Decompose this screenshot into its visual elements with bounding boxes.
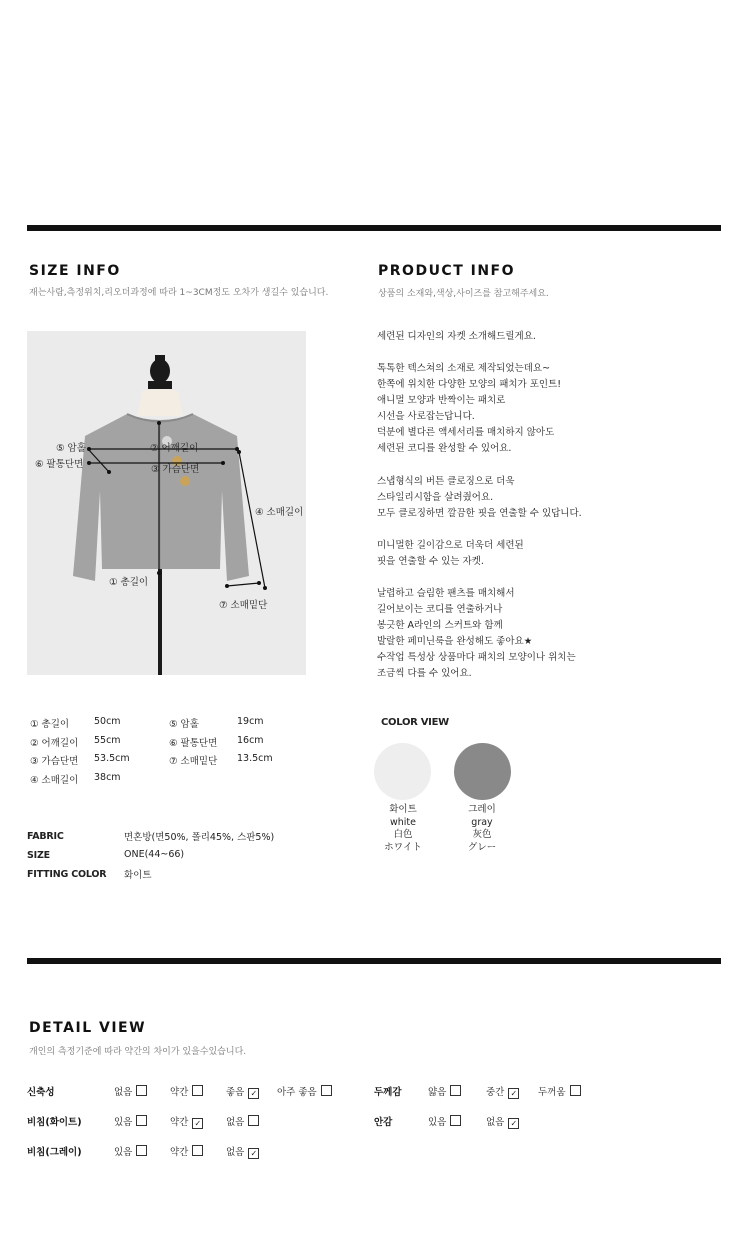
label-armhole: ⑤ 암홀 <box>56 443 86 454</box>
detail-option: 없음 ✓ <box>226 1144 259 1159</box>
description-line: 스냅형식의 버튼 클로징으로 더욱 <box>377 476 515 487</box>
detail-option: 있음 <box>428 1114 461 1128</box>
description-line: 조금씩 다를 수 있어요. <box>377 668 472 679</box>
detail-key-thickness: 두께감 <box>374 1087 402 1098</box>
detail-option: 없음 <box>226 1114 259 1128</box>
detail-option: 없음 ✓ <box>486 1114 519 1129</box>
spec-value: 53.5cm <box>94 753 130 764</box>
spec-value: 13.5cm <box>237 753 273 764</box>
detail-view-title: DETAIL VIEW <box>29 1020 147 1036</box>
detail-option: 약간 ✓ <box>170 1114 203 1129</box>
description-line: 날렵하고 슬림한 팬츠를 매치해서 <box>377 588 515 599</box>
description-line: 발랄한 페미닌룩을 완성해도 좋아요★ <box>377 636 533 647</box>
checkbox <box>248 1115 259 1126</box>
checkbox-checked: ✓ <box>508 1118 519 1129</box>
description-line: 길어보이는 코디를 연출하거나 <box>377 604 503 615</box>
description-line: 모두 클로징하면 깔끔한 핏을 연출할 수 있답니다. <box>377 508 582 519</box>
detail-option: 있음 <box>114 1114 147 1128</box>
spec-value: 16cm <box>237 735 264 746</box>
checkbox <box>136 1085 147 1096</box>
detail-option: 있음 <box>114 1144 147 1158</box>
checkbox-checked: ✓ <box>248 1148 259 1159</box>
product-info-subtitle: 상품의 소재와,색상,사이즈를 참고해주세요. <box>378 289 549 299</box>
label-chest: ③ 가슴단면 <box>151 464 200 475</box>
spec-label: ⑤ 암홀 <box>169 719 199 730</box>
detail-key-stretch: 신축성 <box>27 1087 55 1098</box>
detail-key-sheer-gray: 비침(그레이) <box>27 1147 82 1158</box>
detail-option: 약간 <box>170 1084 203 1098</box>
description-line: 세련된 코디를 완성할 수 있어요. <box>377 443 512 454</box>
product-photo <box>27 331 306 675</box>
label-upper-arm: ⑥ 팔통단면 <box>35 459 84 470</box>
detail-option: 중간 ✓ <box>486 1084 519 1099</box>
size-info-subtitle: 재는사람,측정위치,리오더과정에 따라 1~3CM정도 오차가 생길수 있습니다. <box>29 288 329 298</box>
description-line: 봉긋한 A라인의 스커트와 함께 <box>377 620 503 631</box>
spec-label: ① 총길이 <box>30 719 70 730</box>
detail-option: 두꺼움 <box>538 1084 581 1098</box>
description-line: 한쪽에 위치한 다양한 모양의 패치가 포인트! <box>377 379 562 390</box>
label-length: ① 총길이 <box>109 577 149 588</box>
checkbox <box>321 1085 332 1096</box>
color-view-title: COLOR VIEW <box>381 717 449 728</box>
section-divider <box>27 225 721 231</box>
detail-key-lining: 안감 <box>374 1117 393 1128</box>
checkbox <box>136 1145 147 1156</box>
description-line: 세련된 디자인의 자켓 소개해드릴게요. <box>377 331 536 342</box>
spec-value: 19cm <box>237 716 264 727</box>
description-line: 핏을 연출할 수 있는 자켓. <box>377 556 484 567</box>
jacket-measurement-diagram <box>27 331 306 675</box>
detail-key-sheer-white: 비침(화이트) <box>27 1117 82 1128</box>
description-line: 톡톡한 텍스쳐의 소재로 제작되었는데요~ <box>377 363 551 374</box>
color-swatch-white <box>374 743 431 800</box>
section-divider <box>27 958 721 964</box>
spec-label: ⑥ 팔통단면 <box>169 738 218 749</box>
checkbox-checked: ✓ <box>192 1118 203 1129</box>
spec-value: 55cm <box>94 735 121 746</box>
detail-option: 약간 <box>170 1144 203 1158</box>
description-line: 덕분에 별다른 액세서리를 매치하지 않아도 <box>377 427 555 438</box>
size-value: ONE(44~66) <box>124 849 185 860</box>
label-sleeve: ④ 소매길이 <box>255 507 304 518</box>
color-name-gray: 그레이 gray 灰色 グレー <box>467 804 497 853</box>
spec-value: 50cm <box>94 716 121 727</box>
size-key: SIZE <box>27 850 50 861</box>
size-info-title: SIZE INFO <box>29 263 121 279</box>
fabric-key: FABRIC <box>27 831 64 842</box>
checkbox <box>136 1115 147 1126</box>
spec-value: 38cm <box>94 772 121 783</box>
fitting-color-value: 화이트 <box>124 870 152 881</box>
description-line: 시선을 사로잡는답니다. <box>377 411 475 422</box>
checkbox <box>450 1085 461 1096</box>
description-line: 수작업 특성상 상품마다 패치의 모양이나 위치는 <box>377 652 576 663</box>
detail-option: 좋음 ✓ <box>226 1084 259 1099</box>
description-line: 애니멀 모양과 반짝이는 패치로 <box>377 395 506 406</box>
checkbox <box>192 1085 203 1096</box>
fitting-color-key: FITTING COLOR <box>27 869 107 880</box>
spec-label: ② 어깨길이 <box>30 738 79 749</box>
checkbox-checked: ✓ <box>508 1088 519 1099</box>
detail-option: 없음 <box>114 1084 147 1098</box>
checkbox <box>570 1085 581 1096</box>
color-name-white: 화이트 white 白色 ホワイト <box>384 804 422 853</box>
checkbox-checked: ✓ <box>248 1088 259 1099</box>
detail-option: 얇음 <box>428 1084 461 1098</box>
color-swatch-gray <box>454 743 511 800</box>
spec-label: ⑦ 소매밑단 <box>169 756 218 767</box>
description-line: 스타일리시함을 살려줬어요. <box>377 492 494 503</box>
spec-label: ④ 소매길이 <box>30 775 79 786</box>
checkbox <box>450 1115 461 1126</box>
label-cuff: ⑦ 소매밑단 <box>219 600 268 611</box>
spec-label: ③ 가슴단면 <box>30 756 79 767</box>
fabric-value: 면혼방(면50%, 폴리45%, 스판5%) <box>124 832 275 843</box>
detail-option: 아주 좋음 <box>277 1084 332 1098</box>
description-line: 미니멀한 길이감으로 더욱더 세련된 <box>377 540 524 551</box>
detail-view-subtitle: 개인의 측정기준에 따라 약간의 차이가 있을수있습니다. <box>29 1047 247 1057</box>
checkbox <box>192 1145 203 1156</box>
product-info-title: PRODUCT INFO <box>378 263 516 279</box>
label-shoulder: ② 어깨길이 <box>150 443 199 454</box>
